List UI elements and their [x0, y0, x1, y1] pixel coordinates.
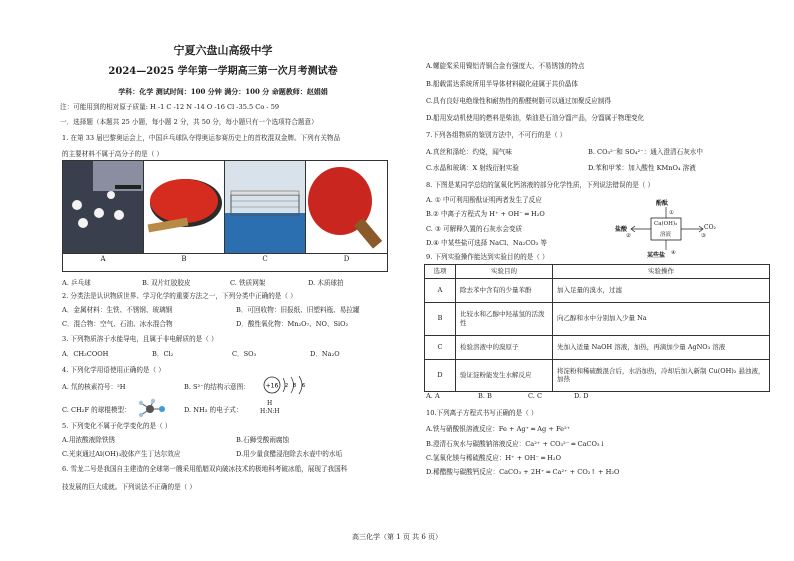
table-cell: 将淀粉和稀硫酸混合后，水浴加热，冷却后加入新制 Cu(OH)₂ 悬浊液，加热: [553, 359, 770, 391]
table-cell: D: [425, 359, 456, 391]
q1-photo-grid: [62, 160, 388, 272]
table-cell: 检验溶液中的溴原子: [456, 335, 553, 359]
q4-option-c: C. CH₂F 的球棍模型：: [62, 406, 131, 414]
exam-info: 学科：化学 测试时间：100 分钟 满分：100 分 命题教师：赵娟娟: [118, 87, 328, 96]
diagram-label-salts: 某些盐: [647, 252, 666, 259]
q7-option-a: A.真丝和涤纶：灼烧，闻气味: [426, 148, 512, 156]
wooden-paddle-image: [306, 161, 387, 253]
q5-text: 5. 下列变化不属于化学变化的是（ ）: [62, 422, 172, 430]
q7-option-c: C.水晶和玻璃：X 射线衍射实验: [426, 164, 519, 172]
q5-option-c: C.光束通过Al(OH)₃胶体产生丁达尔效应: [62, 450, 181, 458]
photo-grid-divider: [63, 253, 387, 254]
diagram-label-hcl: 盐酸: [615, 226, 628, 233]
table-header-operation: 实验操作: [553, 265, 770, 279]
table-header-purpose: 实验目的: [456, 265, 553, 279]
diagram-num-1: ①: [669, 210, 674, 216]
q1-option-d: D. 木质球拍: [308, 279, 344, 287]
table-cell: 先加入适量 NaOH 溶液，加热，再滴加少量 AgNO₃ 溶液: [553, 335, 770, 359]
diagram-center-solution: 溶液: [660, 232, 672, 238]
diagram-label-co2: CO₂: [704, 224, 716, 231]
q9-option-a: A. A: [426, 392, 440, 400]
diagram-label-phenolphthalein: 酚酞: [656, 200, 669, 207]
q1-option-b: B. 双片红胶胶皮: [142, 279, 191, 287]
q6-option-b: B.船载雷达系统所用半导体材料碳化硅属于共价晶体: [426, 80, 579, 88]
q2-option-a: A．金属材料：生铁、不锈钢、玻璃钢: [62, 306, 173, 314]
table-cell: 验证淀粉能发生水解反应: [456, 359, 553, 391]
q1-option-c: C. 铁质网架: [230, 279, 266, 287]
table-cell: 加入足量的溴水，过滤: [553, 278, 770, 302]
q10-option-a: A.铁与硝酸银溶液反应：Fe + Ag⁺ ═ Ag + Fe²⁺: [426, 425, 571, 433]
q4-option-d: D. NH₃ 的电子式：: [184, 406, 243, 414]
table-row: [425, 335, 770, 359]
nh3-h-top: H: [267, 400, 273, 407]
q4-text: 4. 下列化学用语使用正确的是（ ）: [62, 366, 165, 374]
diagram-center-formula: Ca(OH)₂: [654, 221, 678, 227]
q2-text: 2. 分类法是认识物质世界、学习化学的重要方法之一，下列分类中正确的是（ ）: [62, 292, 297, 300]
q1-label-a: A: [100, 255, 106, 263]
diagram-num-3: ③: [701, 233, 706, 239]
q10-option-d: D.稀醋酸与碳酸钙反应：CaCO₃ + 2H⁺ ═ Ca²⁺ + CO₂↑ + H₂O: [426, 468, 620, 476]
q4-option-a: A. 氘的核素符号：²H: [62, 383, 126, 391]
net-frame-image: [225, 161, 305, 253]
exam-title: 2024—2025 学年第一学期高三第一次月考测试卷: [108, 66, 338, 77]
rubber-paddle-photo: [144, 161, 225, 253]
table-cell: A: [425, 278, 456, 302]
net-frame-photo: [225, 161, 306, 253]
q3-text: 3. 下列物质溶于水能导电，且属于非电解质的是（ ）: [62, 335, 218, 343]
q9-text: 9. 下列实验操作能达到实验目的的是（ ）: [426, 253, 549, 261]
q10-option-b: B.澄清石灰水与碳酸钠溶液反应：Ca²⁺ + CO₃²⁻ ═ CaCO₃↓: [426, 440, 606, 448]
q2-option-b: B．可回收物：旧报纸、旧塑料瓶、易拉罐: [236, 306, 360, 314]
q9-option-b: B. B: [478, 392, 492, 400]
q9-option-c: C. C: [528, 392, 543, 400]
q1-label-b: B: [181, 255, 187, 263]
school-name: 宁夏六盘山高级中学: [173, 44, 273, 57]
q9-experiment-table: [424, 264, 770, 392]
q1-label-d: D: [343, 255, 350, 263]
table-header-option: 选项: [425, 265, 456, 279]
table-cell: 比较水和乙醇中羟基氢的活泼性: [456, 302, 553, 335]
q6-option-c: C.具有良好电绝缘性和耐热性的酚醛树脂可以通过加聚反应制得: [426, 97, 611, 105]
svg-text:+16: +16: [265, 382, 279, 390]
q6-option-a: A.螺旋桨采用镍铝青铜合金有强度大、不易锈蚀的特点: [426, 62, 585, 70]
diagram-num-2: ②: [626, 233, 631, 239]
section-heading: 一．选择题（本题共 25 小题，每小题 2 分，共 50 分，每小题只有一个选项符合题意）: [60, 118, 318, 126]
q6-text-line1: 6. 雪龙二号是我国自主建造的全球第一艘采用船艏双向破冰技术的极地科考破冰船，展现了我国科: [62, 465, 348, 473]
q10-text: 10.下列离子方程式书写正确的是（ ）: [426, 409, 538, 417]
svg-text:8: 8: [293, 383, 297, 389]
q6-option-d: D.船用发动机使用的燃料是柴油，柴油是石油分馏产品，分馏属于物理变化: [426, 114, 645, 122]
q10-option-c: C.氢氧化镁与稀硫酸反应：H⁺ + OH⁻ ═ H₂O: [426, 454, 561, 462]
svg-text:6: 6: [302, 383, 306, 389]
table-cell: C: [425, 335, 456, 359]
table-cell: 向乙醇和水中分别加入少量 Na: [553, 302, 770, 335]
q7-option-b: B. CO₃²⁻和 SO₄²⁻：通入澄清石灰水中: [588, 148, 703, 156]
table-row: [425, 278, 770, 302]
q9-option-d: D. D: [574, 392, 589, 400]
q8-option-b: B.② 中离子方程式为 H⁺ + OH⁻ ═ H₂O: [426, 210, 545, 218]
q1-label-c: C: [262, 255, 268, 263]
table-row: [425, 302, 770, 335]
pingpong-balls-photo: [63, 161, 144, 253]
nh3-electron-row: H:N:H: [260, 408, 280, 415]
ball-stick-model: [136, 398, 168, 420]
q3-option-a: A．CH₃COOH: [62, 350, 109, 358]
q4-option-b: B. S²⁻的结构示意图：: [184, 383, 250, 391]
q6-text-line2: 技发展的巨大成就。下列说法不正确的是（ ）: [62, 483, 196, 491]
q7-option-d: D.苯和甲苯：加入酸性 KMnO₄ 溶液: [588, 164, 696, 172]
diagram-num-4: ④: [671, 250, 676, 256]
table-row: [425, 359, 770, 391]
q8-option-a: A. ① 中可利用酚酞证明两者发生了反应: [426, 196, 542, 204]
table-header-row: [425, 265, 770, 279]
q1-option-a: A. 乒乓球: [62, 279, 91, 287]
q7-text: 7.下列各组物质的鉴别方法中，不可行的是（ ）: [426, 131, 567, 139]
q5-option-a: A.用浓酸液除铁锈: [62, 436, 116, 444]
q8-option-d: D.④ 中某些盐可选择 NaCl、Na₂CO₃ 等: [426, 239, 547, 247]
q8-text: 8. 下图是某同学总结的氢氧化钙溶液的部分化学性质，下列说法错误的是（ ）: [426, 181, 655, 189]
q5-option-b: B.石狮受酸雨腐蚀: [236, 436, 290, 444]
table-cell: 除去苯中含有的少量苯酚: [456, 278, 553, 302]
rubber-paddle-image: [144, 161, 224, 253]
atomic-masses-note: 注：可能用到的相对原子质量: H -1 C -12 N -14 O -16 Cl -35.5 Co - 59: [60, 103, 280, 111]
wooden-paddle-photo: [306, 161, 388, 253]
q1-text-line2: 的主要材料不属于高分子的是（ ）: [62, 150, 164, 158]
q2-option-d: D．酸性氧化物：Mn₂O₇、NO、SiO₂: [236, 320, 349, 328]
q8-option-c: C. ③ 可解释久置的石灰水会变质: [426, 225, 523, 233]
pingpong-balls-image: [63, 161, 143, 253]
q3-option-b: B．Cl₂: [152, 350, 174, 358]
q1-text-line1: 1. 在第 33 届巴黎奥运会上，中国乒乓球队夺得奥运参赛历史上的首枚混双金牌。下列有关物品: [62, 134, 341, 142]
q5-option-d: D.用少量食醋浸泡除去水壶中的水垢: [236, 450, 343, 458]
table-cell: B: [425, 302, 456, 335]
svg-text:2: 2: [285, 383, 289, 389]
page-footer: 高三化学（第 1 页 共 6 页）: [351, 533, 443, 541]
q3-option-d: D．Na₂O: [310, 350, 340, 358]
q2-option-c: C．混合物：空气、石油、冰水混合物: [62, 320, 173, 328]
sulfide-structure-diagram: [262, 374, 314, 396]
calcium-hydroxide-diagram: [611, 198, 721, 258]
q3-option-c: C．SO₃: [232, 350, 257, 358]
